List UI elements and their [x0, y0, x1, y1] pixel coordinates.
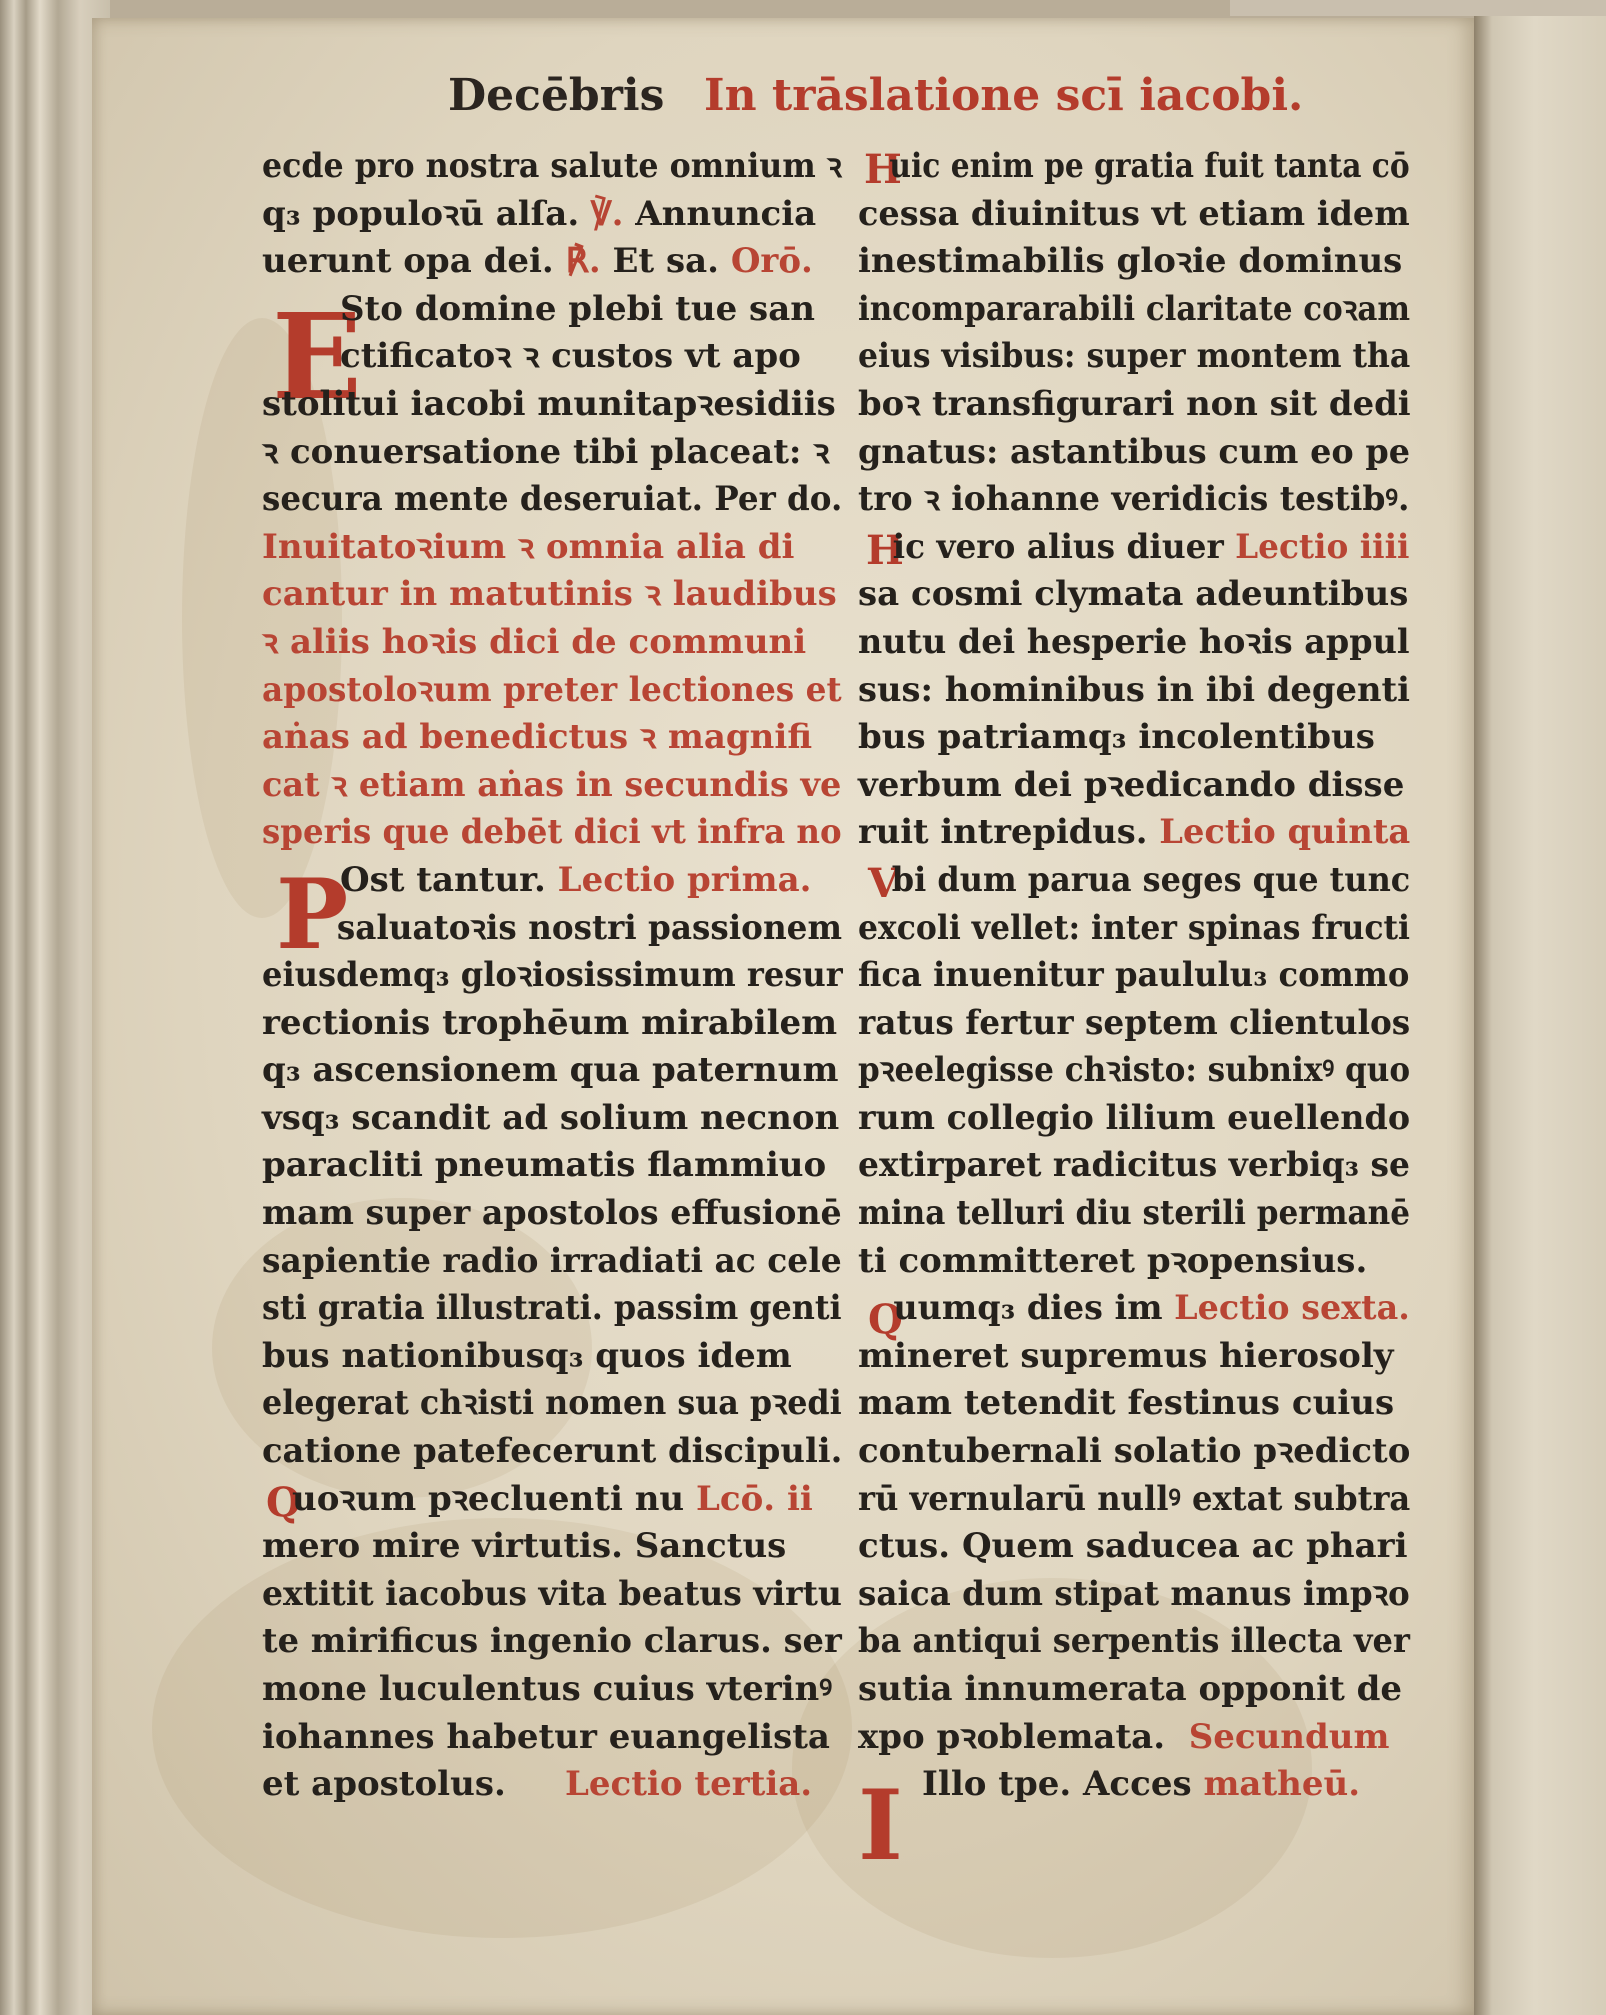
text-line: mineret supremus hierosoly: [858, 1335, 1394, 1376]
text-column-left: [262, 143, 842, 1809]
text-line: extirparet radicitus verbiq₃ se: [858, 1145, 1411, 1186]
text-line: inestimabilis gloꝛie dominus: [858, 241, 1403, 282]
text-line: bus patriamq₃ incolentibus: [858, 717, 1375, 758]
text-line: mam super apostolos effusionē: [262, 1193, 842, 1234]
text-line: secura mente deseruiat. Per do.: [262, 479, 843, 520]
text-line: sti gratia illustrati. passim genti: [262, 1288, 842, 1329]
running-header: [448, 62, 1304, 132]
text-line: bus nationibusq₃ quos idem: [262, 1335, 792, 1376]
text-line: ctus. Quem saducea ac phari: [858, 1526, 1408, 1567]
rubric-line: Inuitatoꝛium ꝛ omnia alia di: [262, 526, 795, 567]
text-line: ecde pro nostra salute omnium ꝛ: [262, 146, 842, 186]
text-line: bi dum parua seges que tunc: [891, 859, 1411, 900]
text-line: ctificatoꝛ ꝛ custos vt apo: [340, 336, 801, 377]
text-line: ti committeret pꝛopensius.: [858, 1240, 1368, 1281]
text-line: uerunt opa dei. ℟. Et sa. Orō.: [262, 241, 813, 282]
rubric-line: aṅas ad benedictus ꝛ magnifi: [262, 717, 813, 758]
text-line: extitit iacobus vita beatus virtu: [262, 1573, 842, 1614]
text-line: Ost tantur. Lectio prima.: [340, 859, 812, 900]
text-line: excoli vellet: inter spinas fructi: [858, 907, 1411, 948]
text-line: nutu dei hesperie hoꝛis appul: [858, 621, 1410, 662]
text-line: uoꝛum pꝛecluenti nu Lcō. ii: [292, 1478, 813, 1519]
text-line: sapientie radio irradiati ac cele: [262, 1240, 842, 1281]
rubric-line: apostoloꝛum preter lectiones et: [262, 669, 842, 710]
text-line: et apostolus. Lectio tertia.: [262, 1764, 813, 1805]
rubric-line: cat ꝛ etiam aṅas in secundis ve: [262, 764, 842, 805]
rubric-line: ꝛ aliis hoꝛis dici de communi: [262, 621, 807, 662]
text-line: catione patefecerunt discipuli.: [262, 1431, 843, 1472]
binding-strip: [1230, 0, 1606, 16]
text-line: fica inuenitur paululu₃ commo: [858, 955, 1410, 996]
text-line: contubernali solatio pꝛedicto: [858, 1431, 1411, 1472]
decorated-initial: Q: [868, 1296, 903, 1343]
text-line: eiusdemq₃ gloꝛiosissimum resur: [262, 955, 843, 996]
text-line: pꝛeelegisse chꝛisto: subnixꝰ quo: [858, 1050, 1411, 1091]
text-line: uic enim pe gratia fuit tanta cō: [889, 146, 1410, 186]
text-line: mam tetendit festinus cuius: [858, 1383, 1395, 1424]
decorated-initial: E: [272, 287, 362, 426]
text-line: sus: hominibus in ibi degenti: [858, 669, 1410, 710]
text-line: te mirificus ingenio clarus. ser: [262, 1621, 842, 1662]
rubric-line: cantur in matutinis ꝛ laudibus: [262, 574, 837, 615]
text-line: rū vernularū nullꝰ extat subtra: [858, 1478, 1411, 1519]
text-line: ratus fertur septem clientulos: [858, 1002, 1411, 1043]
text-line: ruit intrepidus. Lectio quinta: [858, 812, 1411, 853]
text-line: paracliti pneumatis flammiuo: [262, 1145, 827, 1186]
header-feast-title: In trāslatione scī iacobi.: [704, 70, 1304, 121]
text-line: saluatoꝛis nostri passionem: [336, 907, 842, 948]
header-month: Decēbris: [448, 70, 665, 121]
text-line: Sto domine plebi tue san: [340, 288, 815, 329]
text-line: q₃ populoꝛū alſa. ℣. Annuncia: [262, 193, 817, 234]
text-line: xpo pꝛoblemata. Secundum: [858, 1716, 1390, 1757]
text-line: rum collegio lilium euellendo: [858, 1097, 1411, 1138]
text-column-right: [858, 143, 1410, 1809]
decorated-initial: H: [866, 527, 904, 574]
text-line: iohannes habetur euangelista: [262, 1716, 830, 1757]
text-line: eius visibus: super montem tha: [858, 336, 1411, 377]
text-line: stolitui iacobi munitapꝛesidiis: [262, 383, 836, 424]
facing-page-edge: [1474, 0, 1606, 2015]
decorated-initial: Q: [266, 1479, 301, 1526]
rubric-line: speris que debēt dici vt infra no: [262, 812, 842, 853]
text-line: sa cosmi clymata adeuntibus: [858, 574, 1409, 615]
text-line: mero mire virtutis. Sanctus: [262, 1526, 787, 1567]
text-line: boꝛ transfigurari non sit dedi: [858, 383, 1411, 424]
decorated-initial: P: [276, 858, 349, 971]
text-line: vsq₃ scandit ad solium necnon: [262, 1097, 840, 1138]
text-line: ba antiqui serpentis illecta ver: [858, 1621, 1410, 1662]
text-line: Illo tpe. Acces matheū.: [922, 1764, 1361, 1805]
text-line: verbum dei pꝛedicando disse: [858, 764, 1405, 805]
decorated-initial: H: [864, 146, 902, 193]
text-line: rectionis trophēum mirabilem: [262, 1002, 838, 1043]
text-line: saica dum stipat manus impꝛo: [858, 1573, 1410, 1614]
text-line: mina telluri diu sterili permanē: [858, 1193, 1410, 1234]
decorated-initial: V: [868, 860, 900, 907]
text-line: cessa diuinitus vt etiam idem: [858, 193, 1410, 234]
text-line: mone luculentus cuius vterinꝰ: [262, 1669, 833, 1709]
text-line: uumq₃ dies im Lectio sexta.: [893, 1288, 1410, 1329]
text-line: incompararabili claritate coꝛam: [858, 288, 1411, 329]
text-line: ic vero alius diuer Lectio iiii: [892, 526, 1410, 567]
text-line: tro ꝛ iohanne veridicis testibꝰ.: [858, 479, 1410, 520]
text-line: gnatus: astantibus cum eo pe: [858, 431, 1411, 472]
decorated-initial: I: [858, 1769, 903, 1882]
text-line: q₃ ascensionem qua paternum: [262, 1050, 839, 1091]
text-line: elegerat chꝛisti nomen sua pꝛedi: [262, 1383, 842, 1424]
text-line: sutia innumerata opponit de: [858, 1669, 1403, 1709]
text-line: ꝛ conuersatione tibi placeat: ꝛ: [262, 431, 830, 472]
